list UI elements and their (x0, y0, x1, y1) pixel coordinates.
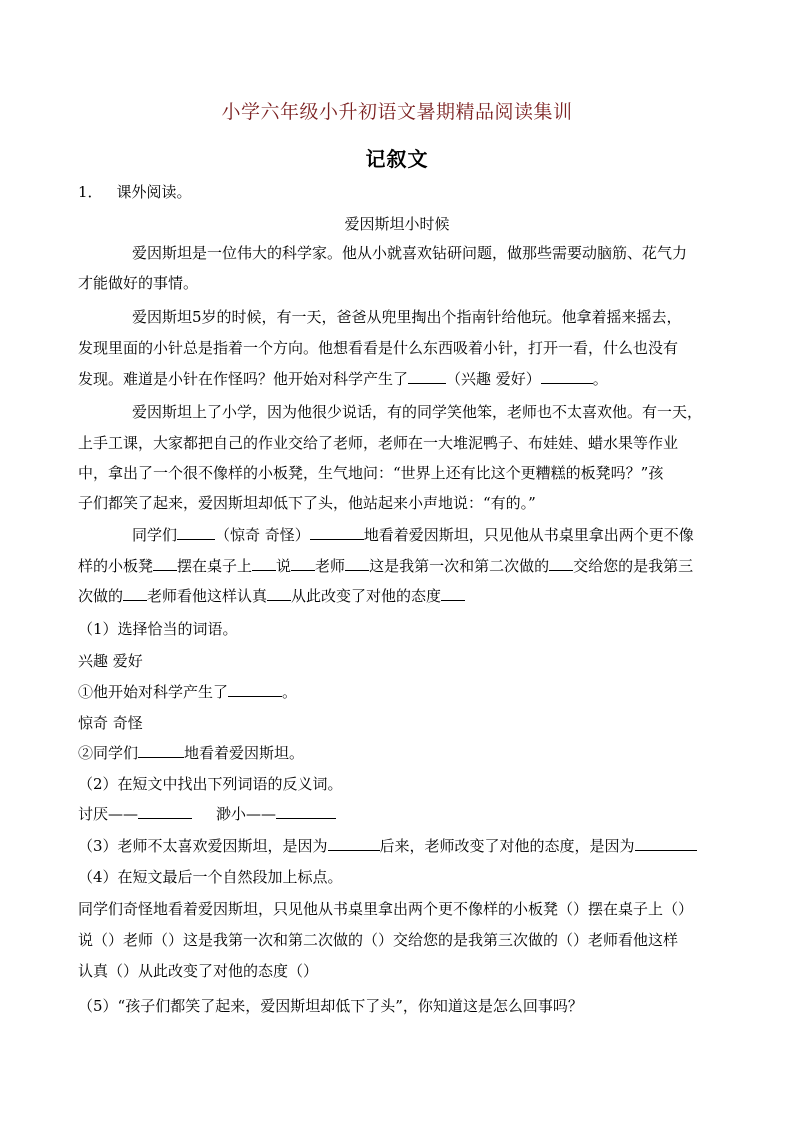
answer-blank[interactable] (328, 836, 380, 851)
passage-text: 这是我第一次和第二次做的 (369, 557, 550, 575)
passage-line: 爱因斯坦5岁的时候，有一天，爸爸从兜里掏出个指南针给他玩。他拿着摇来摇去， (132, 308, 682, 326)
passage-line: 上手工课，大家都把自己的作业交给了老师，老师在一大堆泥鸭子、布娃娃、蜡水果等作业 (78, 434, 679, 452)
passage-text: 摆在桌子上 (177, 557, 253, 575)
punctuation-blank[interactable] (291, 556, 315, 571)
answer-blank[interactable] (138, 743, 184, 758)
q2-label: （2）在短文中找出下列词语的反义词。 (78, 775, 343, 793)
antonym-prompt: 讨厌—— (78, 805, 139, 823)
passage-line (78, 368, 723, 389)
passage-line: 发现里面的小针总是指着一个方向。他想看看是什么东西吸着小针，打开一看，什么也没有 (78, 339, 679, 357)
passage-text: 次做的 (78, 587, 124, 605)
question-text: （3）老师不太喜欢爱因斯坦，是因为 (78, 837, 328, 855)
q1-label: （1）选择恰当的词语。 (78, 620, 238, 638)
q4-label: （4）在短文最后一个自然段加上标点。 (78, 868, 343, 886)
question-number: 1． (78, 183, 103, 201)
passage-text: 从此改变了对他的态度 (291, 587, 442, 605)
q1-item-1 (78, 681, 723, 702)
passage-line: 才能做好的事情。 (78, 274, 199, 292)
question-text: 后来，老师改变了对他的态度，是因为 (379, 837, 635, 855)
antonym-prompt: 渺小—— (216, 805, 277, 823)
answer-blank[interactable] (635, 836, 697, 851)
passage-title: 爱因斯坦小时候 (344, 215, 450, 233)
question-label: 课外阅读。 (116, 183, 192, 201)
passage-line: 爱因斯坦上了小学，因为他很少说话，有的同学笑他笨，老师也不太喜欢他。有一天， (132, 403, 703, 421)
punctuation-blank[interactable] (441, 586, 465, 601)
answer-blank[interactable] (138, 804, 192, 819)
punctuation-blank[interactable] (252, 556, 276, 571)
page-subtitle: 记叙文 (365, 147, 429, 171)
passage-text: 老师 (315, 557, 346, 575)
q5-label: （5）“孩子们都笑了起来，爱因斯坦却低下了头”，你知道这是怎么回事吗？ (78, 997, 583, 1015)
passage-line: 中，拿出了一个很不像样的小板凳，生气地问：“世界上还有比这个更糟糕的板凳吗？”孩 (78, 464, 664, 482)
q4-line: 说（）老师（）这是我第一次和第二次做的（）交给您的是我第三次做的（）老师看他这样 (78, 931, 679, 949)
punctuation-blank[interactable] (267, 586, 291, 601)
passage-text: 同学们 (132, 526, 178, 544)
answer-blank[interactable] (310, 525, 364, 540)
passage-text: 地看着爱因斯坦，只见他从书桌里拿出两个更不像 (363, 526, 694, 544)
passage-line (78, 585, 723, 606)
punctuation-blank[interactable] (123, 586, 147, 601)
answer-blank[interactable] (228, 682, 282, 697)
question-text: 地看着爱因斯坦。 (184, 744, 305, 762)
passage-line (78, 555, 723, 576)
passage-line: 子们都笑了起来，爱因斯坦却低下了头，他站起来小声地说：“有的。” (78, 494, 536, 512)
passage-line (132, 524, 777, 545)
passage-text: 交给您的是我第三 (573, 557, 694, 575)
page-title: 小学六年级小升初语文暑期精品阅读集训 (221, 101, 573, 123)
q1-word-options-1: 兴趣 爱好 (78, 652, 143, 670)
passage-text: 老师看他这样认真 (147, 587, 268, 605)
word-options: （兴趣 爱好） (446, 370, 541, 388)
question-text: ①他开始对科学产生了 (78, 683, 229, 701)
question-text: 。 (282, 683, 298, 701)
answer-blank[interactable] (408, 369, 446, 384)
answer-blank[interactable] (177, 525, 215, 540)
question-header (78, 181, 723, 202)
punctuation-blank[interactable] (153, 556, 177, 571)
punctuation-blank[interactable] (345, 556, 369, 571)
question-text: ②同学们 (78, 744, 139, 762)
q4-line: 同学们奇怪地看着爱因斯坦，只见他从书桌里拿出两个更不像样的小板凳（）摆在桌子上（） (78, 900, 694, 918)
answer-blank[interactable] (276, 804, 336, 819)
passage-text: 。 (592, 370, 608, 388)
passage-text: 说 (276, 557, 292, 575)
q4-line: 认真（）从此改变了对他的态度（） (78, 962, 319, 980)
word-options: （惊奇 奇怪） (215, 526, 310, 544)
passage-text: 样的小板凳 (78, 557, 154, 575)
q2-items (78, 803, 723, 824)
punctuation-blank[interactable] (549, 556, 573, 571)
passage-line: 爱因斯坦是一位伟大的科学家。他从小就喜欢钻研问题，做那些需要动脑筋、花气力 (132, 244, 688, 262)
q1-item-2 (78, 742, 723, 763)
answer-blank[interactable] (541, 369, 593, 384)
q1-word-options-2: 惊奇 奇怪 (78, 714, 143, 732)
passage-text: 发现。难道是小针在作怪吗？他开始对科学产生了 (78, 370, 409, 388)
q3-line (78, 835, 723, 856)
